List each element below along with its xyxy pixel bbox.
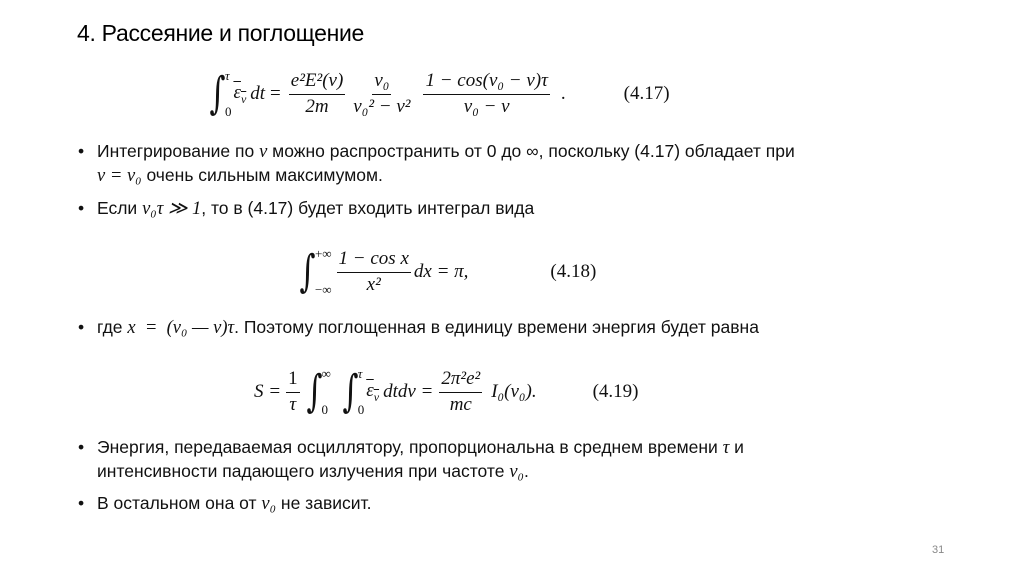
rhs: dx = π,	[413, 261, 469, 282]
fraction-2: $\frac{\text{ν₀}}{\text{ν₀² − ν²}}$	[353, 69, 411, 117]
text: где	[97, 317, 128, 337]
rhs: I₀(ν₀).	[491, 381, 537, 402]
equation-4-18	[296, 246, 596, 298]
lhs: S =	[254, 381, 282, 402]
bullet-icon: •	[78, 493, 85, 513]
bullet-icon: •	[78, 437, 85, 457]
equation-4-17	[206, 68, 670, 120]
page-number: 31	[932, 544, 945, 556]
equals-sign: =	[270, 83, 281, 104]
text: В остальном она от	[97, 493, 262, 513]
text: . Поэтому поглощенная в единицу времени энергия будет равна	[234, 317, 759, 337]
math: ν	[259, 142, 268, 162]
math: τ	[722, 438, 730, 458]
text: очень сильным максимумом.	[141, 165, 383, 185]
integral-sign: ∫ +∞ −∞	[299, 246, 332, 297]
text: Энергия, передаваемая осциллятору, пропорциональна в среднем времени	[97, 437, 723, 457]
fraction-1: $\frac{\text{e²E²(ν)}}{2m}$	[290, 69, 344, 117]
fraction-3: $\frac{\text{1 − cos(ν₀ − ν)τ}}{\text{ν₀ − ν}}$	[425, 69, 548, 117]
integral-sign-inner: ∫ τ 0	[342, 366, 365, 417]
slide-title: 4. Рассеяние и поглощение	[77, 20, 365, 46]
math: x = (ν₀ — ν)τ	[127, 318, 235, 338]
differentials: dtdν =	[383, 381, 434, 402]
period: .	[560, 83, 566, 104]
equation-4-19	[254, 366, 639, 418]
text: не зависит.	[276, 493, 372, 513]
bullet-icon: •	[78, 141, 85, 161]
differential: dt	[250, 83, 266, 104]
text: Если	[97, 198, 143, 218]
integrand: $\varepsilon_\nu$	[366, 379, 380, 404]
math: ν₀	[509, 462, 524, 482]
integral-sign-outer: ∫ ∞ 0	[306, 366, 331, 417]
bullet-icon: •	[78, 198, 85, 218]
text: интенсивности падающего излучения при частоте	[97, 461, 510, 481]
equation-number: (4.19)	[592, 381, 639, 402]
fraction-1: $\frac{1}{\tau}$	[288, 367, 298, 415]
equation-number: (4.18)	[550, 261, 597, 282]
integrand: $\varepsilon_\nu$	[233, 81, 247, 106]
bullet-icon: •	[78, 317, 85, 337]
text: можно распространить от 0 до ∞, поскольку (4.17) обладает при	[267, 141, 795, 161]
math: ν₀	[261, 494, 277, 514]
text: и	[729, 437, 744, 457]
text: Интегрирование по	[97, 141, 260, 161]
math: ν₀τ ≫ 1	[142, 199, 202, 219]
text: , то в (4.17) будет входить интеграл вида	[201, 198, 535, 218]
text: .	[523, 461, 529, 481]
math: ν = ν₀	[97, 166, 142, 186]
fraction-2: $\frac{\text{2π²e²}}{mc}$	[441, 367, 481, 415]
integral-sign: ∫ τ 0	[209, 68, 232, 119]
equation-number: (4.17)	[623, 83, 670, 104]
fraction: $\frac{\text{1 − cos x}}{\text{x²}}$	[338, 247, 409, 295]
